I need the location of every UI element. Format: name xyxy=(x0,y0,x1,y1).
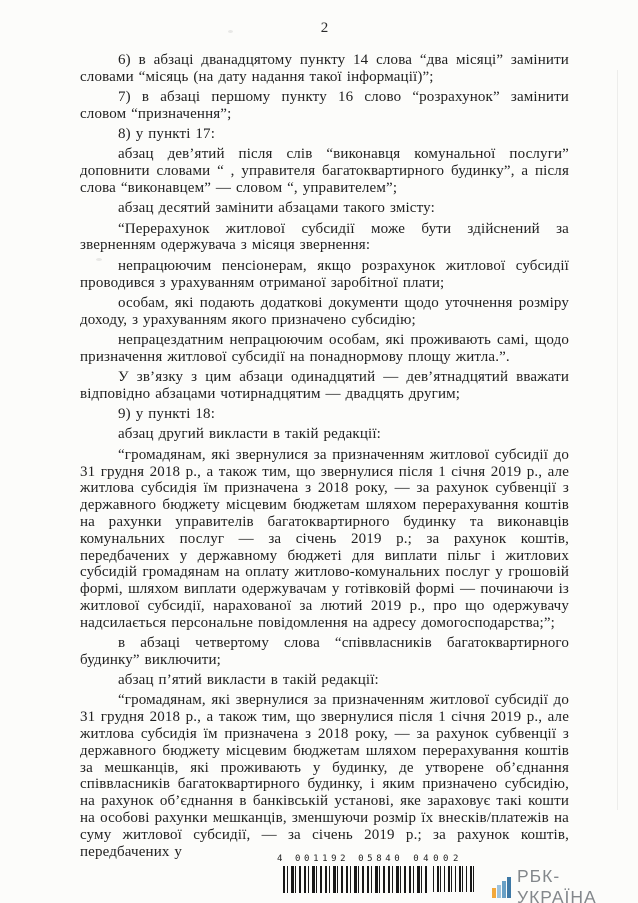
paragraph: 7) в абзаці першому пункту 16 слово “розрахунок” замінити словом “призначення”; xyxy=(80,89,569,122)
scan-speck xyxy=(228,30,233,33)
barcode xyxy=(277,854,477,893)
bar-chart-icon xyxy=(492,877,511,898)
paragraph: “Перерахунок житлової субсидії може бути здійснений за зверненням одержувача з місяця звернення: xyxy=(80,220,569,254)
paragraph: “громадянам, які звернулися за призначенням житлової субсидії до 31 грудня 2018 р., а також тим, що звернулися після 1 січня 2019 р., але житлова субсидія їм призначена з 2018 року, — за рахунок субвенції з державного бюджету місцевим бюджетам шляхом перерахування коштів на рахунки управителів багатоквартирного будинку та виконавців комунальних послуг — за січень 2019 р.; за рахунок коштів, передбачених у державному бюджеті для виплати пільг і житлових субсидій громадянам на оплату житлово-комунальних послуг у грошовій формі, шляхом виплати одержувачам у готівковій формі — починаючи із житлової субсидії, нарахованої за лютий 2019 р., про що одержувачу надсилається персональне повідомлення на адресу домогосподарства;”; xyxy=(80,446,569,631)
paragraph: в абзаці четвертому слова “співвласників багатоквартирного будинку” виключити; xyxy=(80,635,569,668)
paragraph: 6) в абзаці дванадцятому пункту 14 слова “два місяці” замінити словами “місяць (на дату надання такої інформації)”; xyxy=(80,52,569,85)
scan-edge-line xyxy=(617,70,618,810)
document-text-block xyxy=(80,52,569,864)
barcode-main-digits: 4 001192 05840 xyxy=(277,854,404,864)
rbc-ukraine-watermark xyxy=(492,866,638,903)
paragraph: абзац п’ятий викласти в такій редакції: xyxy=(118,672,379,689)
barcode-digits xyxy=(277,854,477,865)
brand-name: РБК-УКРАЇНА xyxy=(517,866,597,903)
paragraph: 8) у пункті 17: xyxy=(118,126,216,143)
paragraph: непрацездатним непрацюючим особам, які проживають самі, щодо призначення житлової субсидії на понаднормову площу житла.”. xyxy=(80,331,569,365)
paragraph: абзац другий викласти в такій редакції: xyxy=(118,426,381,443)
barcode-bars-main xyxy=(283,866,428,893)
paragraph: У зв’язку з цим абзаци одинадцятий — дев’ятнадцятий вважати відповідно абзацами чотирнадцятим — двадцять другим; xyxy=(80,369,569,402)
paragraph: “громадянам, які звернулися за призначенням житлової субсидії до 31 грудня 2018 р., а також тим, що звернулися після 1 січня 2019 р., але житлова субсидія їм призначена з 2018 року, — за рахунок субвенції з державного бюджету місцевим бюджетам шляхом перерахування коштів за мешканців, які проживають у будинку, де утворене об’єднання співвласників багатоквартирного будинку, і яким призначено субсидію, на рахунок об’єднання в банківській установі, яке зараховує такі кошти на особові рахунки мешканців, зменшуючи розмір їх внесків/платежів на суму житлової субсидії, — за січень 2019 р.; за рахунок коштів, передбачених у xyxy=(80,692,569,860)
barcode-addon-digits: 04002 xyxy=(413,854,463,864)
barcode-bars-addon xyxy=(433,866,477,892)
paragraph: непрацюючим пенсіонерам, якщо розрахунок житлової субсидії проводився з урахуванням отриманої заробітної плати; xyxy=(80,257,569,291)
scan-speck xyxy=(96,258,102,261)
paragraph: абзац десятий замінити абзацами такого змісту: xyxy=(118,200,435,217)
scan-speck xyxy=(560,470,564,473)
page-number: 2 xyxy=(320,20,329,36)
paragraph: 9) у пункті 18: xyxy=(118,406,216,423)
barcode-bars xyxy=(277,866,477,893)
paragraph: особам, які подають додаткові документи щодо уточнення розміру доходу, з урахуванням якого призначено субсидію; xyxy=(80,294,569,328)
paragraph: абзац дев’ятий після слів “виконавця комунальної послуги” доповнити словами “ , управителя багатоквартирного будинку”, а після слова “виконавцем” — словом “, управителем”; xyxy=(80,146,569,197)
